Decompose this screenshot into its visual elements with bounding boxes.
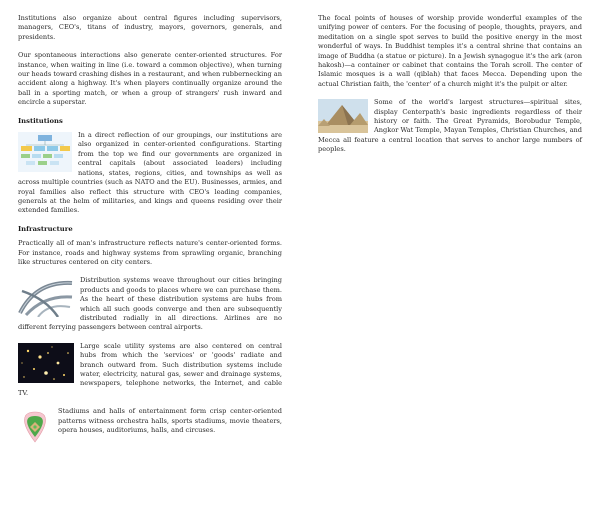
infrastructure-intro: Practically all of man's infrastructure reflects nature's center-oriented forms. For instance, roads and highway systems from sprawling organic, branching like structures centered on city centers. [18,239,282,266]
stadiums-section [18,407,282,435]
intro-paragraph: Institutions also organize about central figures including supervisors, managers, CEO's, titans of industry, mayors, governors, generals, and presidents. [18,14,282,41]
utility-paragraph: Large scale utility systems are also centered on central hubs from which the 'services' or 'goods' radiate and branch outward from. Such distribution systems include water, electricity, natural gas, sewer and drainage systems, newspapers, telephone networks, the Internet, and cable TV. [18,341,282,397]
worship-paragraph: The focal points of houses of worship provide wonderful examples of the unifying power of centers. For the focusing of people, thoughts, prayers, and meditation on a single spot serves to build the positive energy in the most wonderful of ways. In Buddhist temples it's a central shrine that contains an image of Buddha (a statue or picture). In a Jewish synagogue it's the ark (aron hakosh)—a container or cabinet that contains the Torah scroll. The center of Islamic mosques is a wall (qiblah) that faces Mecca. Depending upon the actual Christian faith, the 'center' of a church might it's the pulpit or alter. [318,14,582,88]
structures-section [318,98,582,154]
pyramids-photo [318,99,368,133]
infrastructure-heading: Infrastructure [18,224,73,233]
structures-paragraph: Some of the world's largest structures—spiritual sites, display Centerpath's basic ingredients regardless of their history or faith. The Great Pyramids, Borobudur Temple, Angkor Wat Temple, Mayan Temples, Christian Churches, and Mecca all feature a central location that serves to anchor large numbers of peoples. [318,98,582,154]
highway-interchange-photo [18,277,74,317]
stadiums-paragraph: Stadiums and halls of entertainment form crisp center-oriented patterns witness orchestra halls, sports stadiums, movie theaters, opera houses, auditoriums, halls, and circuses. [58,407,282,435]
distribution-section [18,276,282,332]
institutions-section [18,131,282,216]
institutions-paragraph: In a direct reflection of our groupings, our institutions are also organized in center-oriented configurations. Starting from the top we find our governments are organized in central capitals (about associated leaders) including nations, states, regions, cities, and townships as well as across multiple countries (such as NATO and the EU). Businesses, armies, and royal families also reflect this structure with CEO's leading companies, generals at the helm of militaries, and kings and queens residing over their extended families. [18,131,282,215]
org-chart-illustration [18,132,72,172]
baseball-field-diagram [18,408,52,446]
left-column [18,14,282,448]
distribution-paragraph: Distribution systems weave throughout our cities bringing products and goods to places where we can purchase them. As the heart of these distribution systems are hubs from which all such goods converge and then are subsequently distributed radially in all directions. Airlines are no different ferrying passengers between central airports. [18,276,282,332]
right-column [318,14,582,164]
utility-section [18,342,282,398]
night-lights-network-photo [18,343,74,383]
institutions-heading: Institutions [18,116,63,125]
spontaneous-paragraph: Our spontaneous interactions also generate center-oriented structures. For instance, when waiting in line (i.e. toward a common objective), when turning our heads toward crashing dishes in a restaurant, and when rubbernecking an accident along a highway. It's when players continually organize around the ball in a sporting match, or when a group of strangers' rush inward and encircle a superstar. [18,51,282,107]
